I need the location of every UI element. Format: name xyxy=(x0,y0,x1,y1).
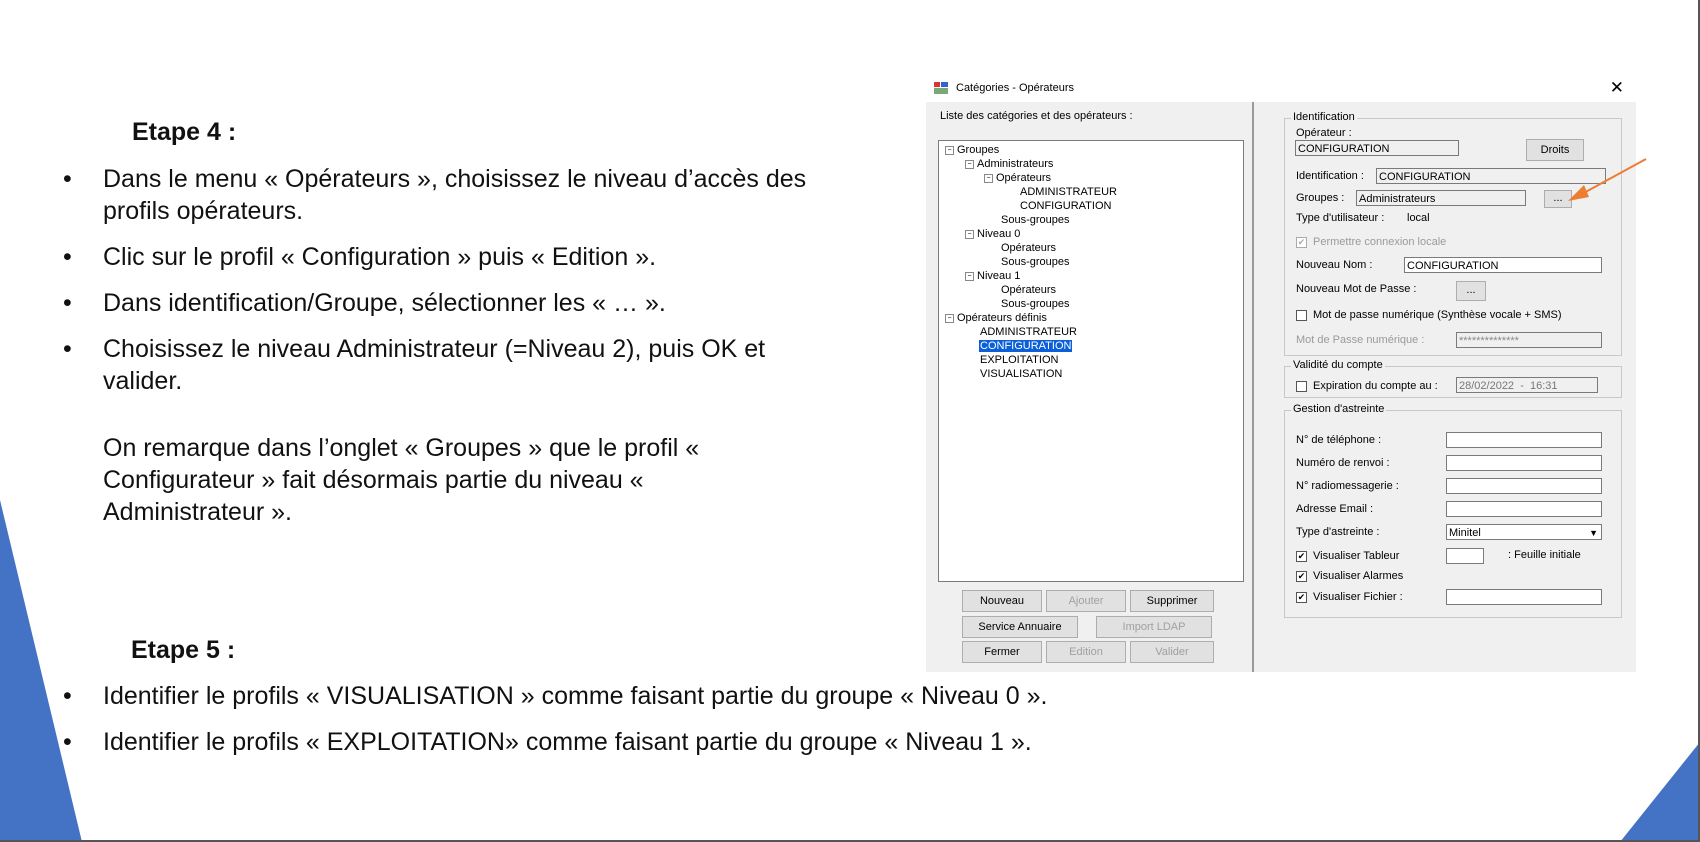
nouveau-mdp-label: Nouveau Mot de Passe : xyxy=(1296,283,1417,295)
step4-bullet: • Dans le menu « Opérateurs », choisissez le niveau d’accès des profils opérateurs. xyxy=(63,163,843,227)
edition-button[interactable]: Edition xyxy=(1046,641,1126,663)
identification-field[interactable]: CONFIGURATION xyxy=(1376,168,1606,184)
list-label: Liste des catégories et des opérateurs : xyxy=(940,110,1133,122)
step4-title: Etape 4 : xyxy=(132,118,237,146)
astreinte-group-title: Gestion d'astreinte xyxy=(1293,403,1385,415)
tree-node-operateurs[interactable]: − Opérateurs xyxy=(984,172,1051,184)
visualiser-fichier-checkbox[interactable]: ✔ Visualiser Fichier : xyxy=(1297,591,1403,603)
visualiser-fichier-field[interactable] xyxy=(1446,589,1602,605)
droits-button[interactable]: Droits xyxy=(1526,139,1584,161)
tree-leaf-configuration[interactable]: CONFIGURATION xyxy=(1020,200,1112,212)
tree-node-niveau0[interactable]: − Niveau 0 xyxy=(965,228,1020,240)
step5-bullet-list xyxy=(63,680,1363,772)
app-icon xyxy=(934,82,948,94)
feuille-initiale-label: : Feuille initiale xyxy=(1508,549,1581,561)
feuille-initiale-field[interactable] xyxy=(1446,548,1484,564)
mdp-numerique-field[interactable]: ************** xyxy=(1456,332,1602,348)
checkbox-icon[interactable] xyxy=(1296,381,1307,392)
tree-leaf-sous-groupes[interactable]: Sous-groupes xyxy=(1001,256,1070,268)
identification-label: Identification : xyxy=(1296,170,1364,182)
type-astreinte-select[interactable]: Minitel ▼ xyxy=(1446,524,1602,540)
tree-leaf-def-administrateur[interactable]: ADMINISTRATEUR xyxy=(980,326,1077,338)
renvoi-field[interactable] xyxy=(1446,455,1602,471)
type-astreinte-label: Type d'astreinte : xyxy=(1296,526,1380,538)
step4-bullet: • Choisissez le niveau Administrateur (=Niveau 2), puis OK et valider. xyxy=(63,333,823,397)
step4-bullet: • Dans identification/Groupe, sélectionner les « … ». xyxy=(63,287,843,319)
dialog-title-bar xyxy=(926,76,1636,102)
groupes-label: Groupes : xyxy=(1296,192,1345,204)
checkbox-icon[interactable]: ✔ xyxy=(1297,591,1306,602)
nouveau-nom-label: Nouveau Nom : xyxy=(1296,259,1373,271)
import-ldap-button[interactable]: Import LDAP xyxy=(1096,616,1212,638)
type-utilisateur-label: Type d'utilisateur : xyxy=(1296,212,1385,224)
tree-leaf-def-configuration-selected[interactable]: CONFIGURATION xyxy=(980,340,1072,352)
step5-bullet: • Identifier le profils « VISUALISATION » comme faisant partie du groupe « Niveau 0 ». xyxy=(63,680,1363,712)
validite-group-title: Validité du compte xyxy=(1293,359,1383,371)
decorative-blue-triangle-left xyxy=(0,500,90,842)
categories-operators-dialog xyxy=(926,76,1636,672)
groupes-browse-button[interactable]: ... xyxy=(1544,190,1572,208)
step5-bullet: • Identifier le profils « EXPLOITATION» comme faisant partie du groupe « Niveau 1 ». xyxy=(63,726,1363,758)
visualiser-alarmes-checkbox[interactable]: ✔ Visualiser Alarmes xyxy=(1297,570,1404,582)
tree-leaf-operateurs[interactable]: Opérateurs xyxy=(1001,242,1057,254)
expiration-checkbox[interactable]: Expiration du compte au : xyxy=(1296,380,1438,392)
step5-title: Etape 5 : xyxy=(131,636,236,664)
collapse-icon[interactable]: − xyxy=(965,230,974,239)
identification-group-title: Identification xyxy=(1293,111,1355,123)
tree-leaf-sous-groupes[interactable]: Sous-groupes xyxy=(1001,298,1070,310)
visualiser-tableur-checkbox[interactable]: ✔ Visualiser Tableur xyxy=(1297,550,1400,562)
collapse-icon[interactable]: − xyxy=(984,174,993,183)
collapse-icon[interactable]: − xyxy=(945,146,954,155)
mdp-numerique-checkbox[interactable]: Mot de passe numérique (Synthèse vocale + SMS) xyxy=(1296,309,1562,321)
type-utilisateur-value: local xyxy=(1407,212,1430,224)
tree-node-administrateurs[interactable]: − Administrateurs xyxy=(965,158,1053,170)
checkbox-icon[interactable]: ✔ xyxy=(1297,550,1306,561)
step4-bullet: • Clic sur le profil « Configuration » puis « Edition ». xyxy=(63,241,843,273)
tree-leaf-sous-groupes[interactable]: Sous-groupes xyxy=(1001,214,1070,226)
fermer-button[interactable]: Fermer xyxy=(962,641,1042,663)
annotation-arrow-icon xyxy=(1560,155,1660,210)
checkbox-icon[interactable]: ✔ xyxy=(1297,570,1306,581)
expiration-datetime-field[interactable]: 28/02/2022 - 16:31 xyxy=(1456,377,1598,393)
collapse-icon[interactable]: − xyxy=(965,160,974,169)
collapse-icon[interactable]: − xyxy=(945,314,954,323)
tree-node-groupes[interactable]: − Groupes xyxy=(945,144,999,156)
tree-leaf-def-exploitation[interactable]: EXPLOITATION xyxy=(980,354,1059,366)
email-label: Adresse Email : xyxy=(1296,503,1374,515)
close-icon[interactable]: ✕ xyxy=(1609,78,1624,97)
email-field[interactable] xyxy=(1446,501,1602,517)
groupes-field[interactable]: Administrateurs xyxy=(1356,190,1526,206)
checkbox-icon[interactable] xyxy=(1296,310,1307,321)
tree-leaf-def-visualisation[interactable]: VISUALISATION xyxy=(980,368,1063,380)
mdp-numerique-label: Mot de Passe numérique : xyxy=(1296,334,1425,346)
valider-button[interactable]: Valider xyxy=(1130,641,1214,663)
tree-node-niveau1[interactable]: − Niveau 1 xyxy=(965,270,1020,282)
nouveau-nom-field[interactable]: CONFIGURATION xyxy=(1404,257,1602,273)
tree-leaf-operateurs[interactable]: Opérateurs xyxy=(1001,284,1057,296)
renvoi-label: Numéro de renvoi : xyxy=(1296,457,1390,469)
step4-bullet-list xyxy=(63,163,843,411)
nouveau-mdp-button[interactable]: ... xyxy=(1456,281,1486,301)
checkbox-icon[interactable]: ✔ xyxy=(1297,236,1306,247)
chevron-down-icon[interactable]: ▼ xyxy=(1589,528,1598,538)
tree-leaf-administrateur[interactable]: ADMINISTRATEUR xyxy=(1020,186,1117,198)
ajouter-button[interactable]: Ajouter xyxy=(1046,590,1126,612)
decorative-blue-triangle-right xyxy=(1620,742,1700,842)
step4-note: On remarque dans l’onglet « Groupes » que le profil « Configurateur » fait désormais partie du niveau « Administrateur ». xyxy=(103,434,700,526)
category-tree[interactable] xyxy=(938,140,1244,582)
radiomessagerie-label: N° radiomessagerie : xyxy=(1296,480,1399,492)
operateur-field[interactable]: CONFIGURATION xyxy=(1295,140,1459,156)
dialog-title: Catégories - Opérateurs xyxy=(956,82,1074,94)
telephone-label: N° de téléphone : xyxy=(1296,434,1382,446)
radiomessagerie-field[interactable] xyxy=(1446,478,1602,494)
supprimer-button[interactable]: Supprimer xyxy=(1130,590,1214,612)
tree-node-operateurs-definis[interactable]: − Opérateurs définis xyxy=(945,312,1047,324)
nouveau-button[interactable]: Nouveau xyxy=(962,590,1042,612)
permettre-connexion-checkbox[interactable]: ✔ Permettre connexion locale xyxy=(1297,236,1447,248)
service-annuaire-button[interactable]: Service Annuaire xyxy=(962,616,1078,638)
telephone-field[interactable] xyxy=(1446,432,1602,448)
operateur-label: Opérateur : xyxy=(1296,127,1352,139)
collapse-icon[interactable]: − xyxy=(965,272,974,281)
